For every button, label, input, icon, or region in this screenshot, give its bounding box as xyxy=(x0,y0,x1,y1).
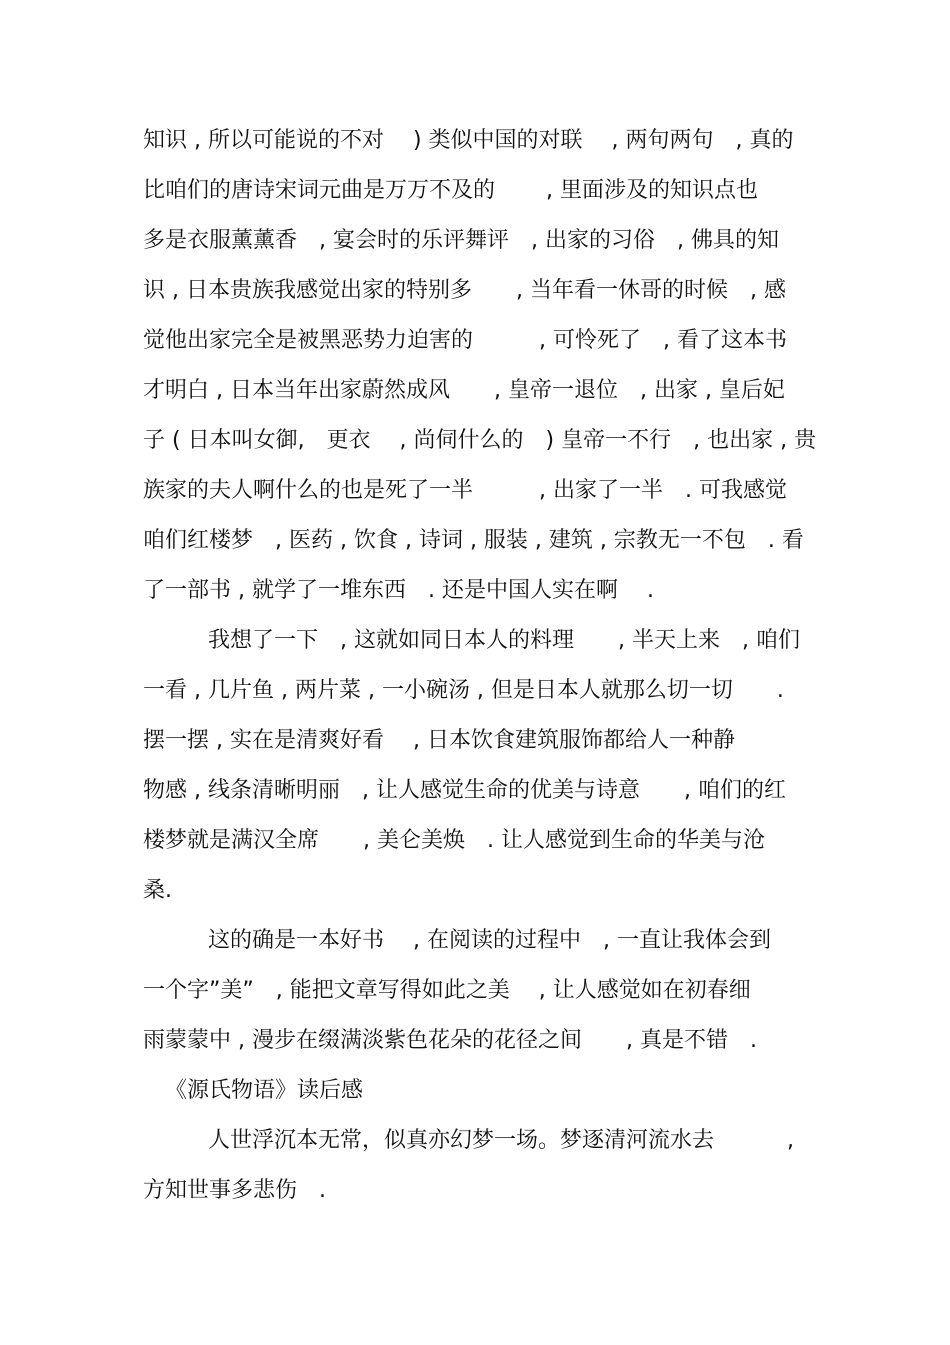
text-line: 知识 , 所以可能说的不对 ) 类似中国的对联 , 两句两句 , 真的 xyxy=(143,128,794,153)
text-line: 一个字”美” , 能把文章写得如此之美 , 让人感觉如在初春细 xyxy=(143,978,751,1003)
text-line: 觉他出家完全是被黑恶势力迫害的 , 可怜死了 , 看了这本书 xyxy=(143,328,787,353)
text-line: 子 ( 日本叫女御, 更衣 , 尚伺什么的 ) 皇帝一不行 , 也出家 , 贵 xyxy=(143,428,817,453)
text-line: 族家的夫人啊什么的也是死了一半 , 出家了一半 . 可我感觉 xyxy=(143,478,787,503)
text-line: 摆一摆 , 实在是清爽好看 , 日本饮食建筑服饰都给人一种静 xyxy=(143,728,735,753)
text-line: 雨蒙蒙中 , 漫步在缀满淡紫色花朵的花径之间 , 真是不错 . xyxy=(143,1028,757,1053)
text-line: 多是衣服薰薰香 , 宴会时的乐评舞评 , 出家的习俗 , 佛具的知 xyxy=(143,228,779,253)
text-line: 桑. xyxy=(143,878,172,903)
section-heading: 《源氏物语》读后感 xyxy=(165,1078,364,1103)
text-line: 咱们红楼梦 , 医药 , 饮食 , 诗词 , 服装 , 建筑 , 宗教无一不包 . 看 xyxy=(143,528,804,553)
text-line: 识 , 日本贵族我感觉出家的特别多 , 当年看一休哥的时候 , 感 xyxy=(143,278,786,303)
text-line: 才明白 , 日本当年出家蔚然成风 , 皇帝一退位 , 出家 , 皇后妃 xyxy=(143,378,785,403)
paragraph-first-line: 我想了一下 , 这就如同日本人的料理 , 半天上来 , 咱们 xyxy=(208,628,800,653)
text-line: 比咱们的唐诗宋词元曲是万万不及的 , 里面涉及的知识点也 xyxy=(143,178,758,203)
text-line: 一看 , 几片鱼 , 两片菜 , 一小碗汤 , 但是日本人就那么切一切 . xyxy=(143,678,784,703)
text-line: 物感 , 线条清晰明丽 , 让人感觉生命的优美与诗意 , 咱们的红 xyxy=(143,778,786,803)
paragraph-first-line: 人世浮沉本无常，似真亦幻梦一场。梦逐清河流水去 , xyxy=(208,1128,794,1153)
text-line: 了一部书 , 就学了一堆东西 . 还是中国人实在啊 . xyxy=(143,578,654,603)
paragraph-first-line: 这的确是一本好书 , 在阅读的过程中 , 一直让我体会到 xyxy=(208,928,771,953)
text-line: 方知世事多悲伤 . xyxy=(143,1178,326,1203)
text-line: 楼梦就是满汉全席 , 美仑美焕 . 让人感觉到生命的华美与沧 xyxy=(143,828,765,853)
